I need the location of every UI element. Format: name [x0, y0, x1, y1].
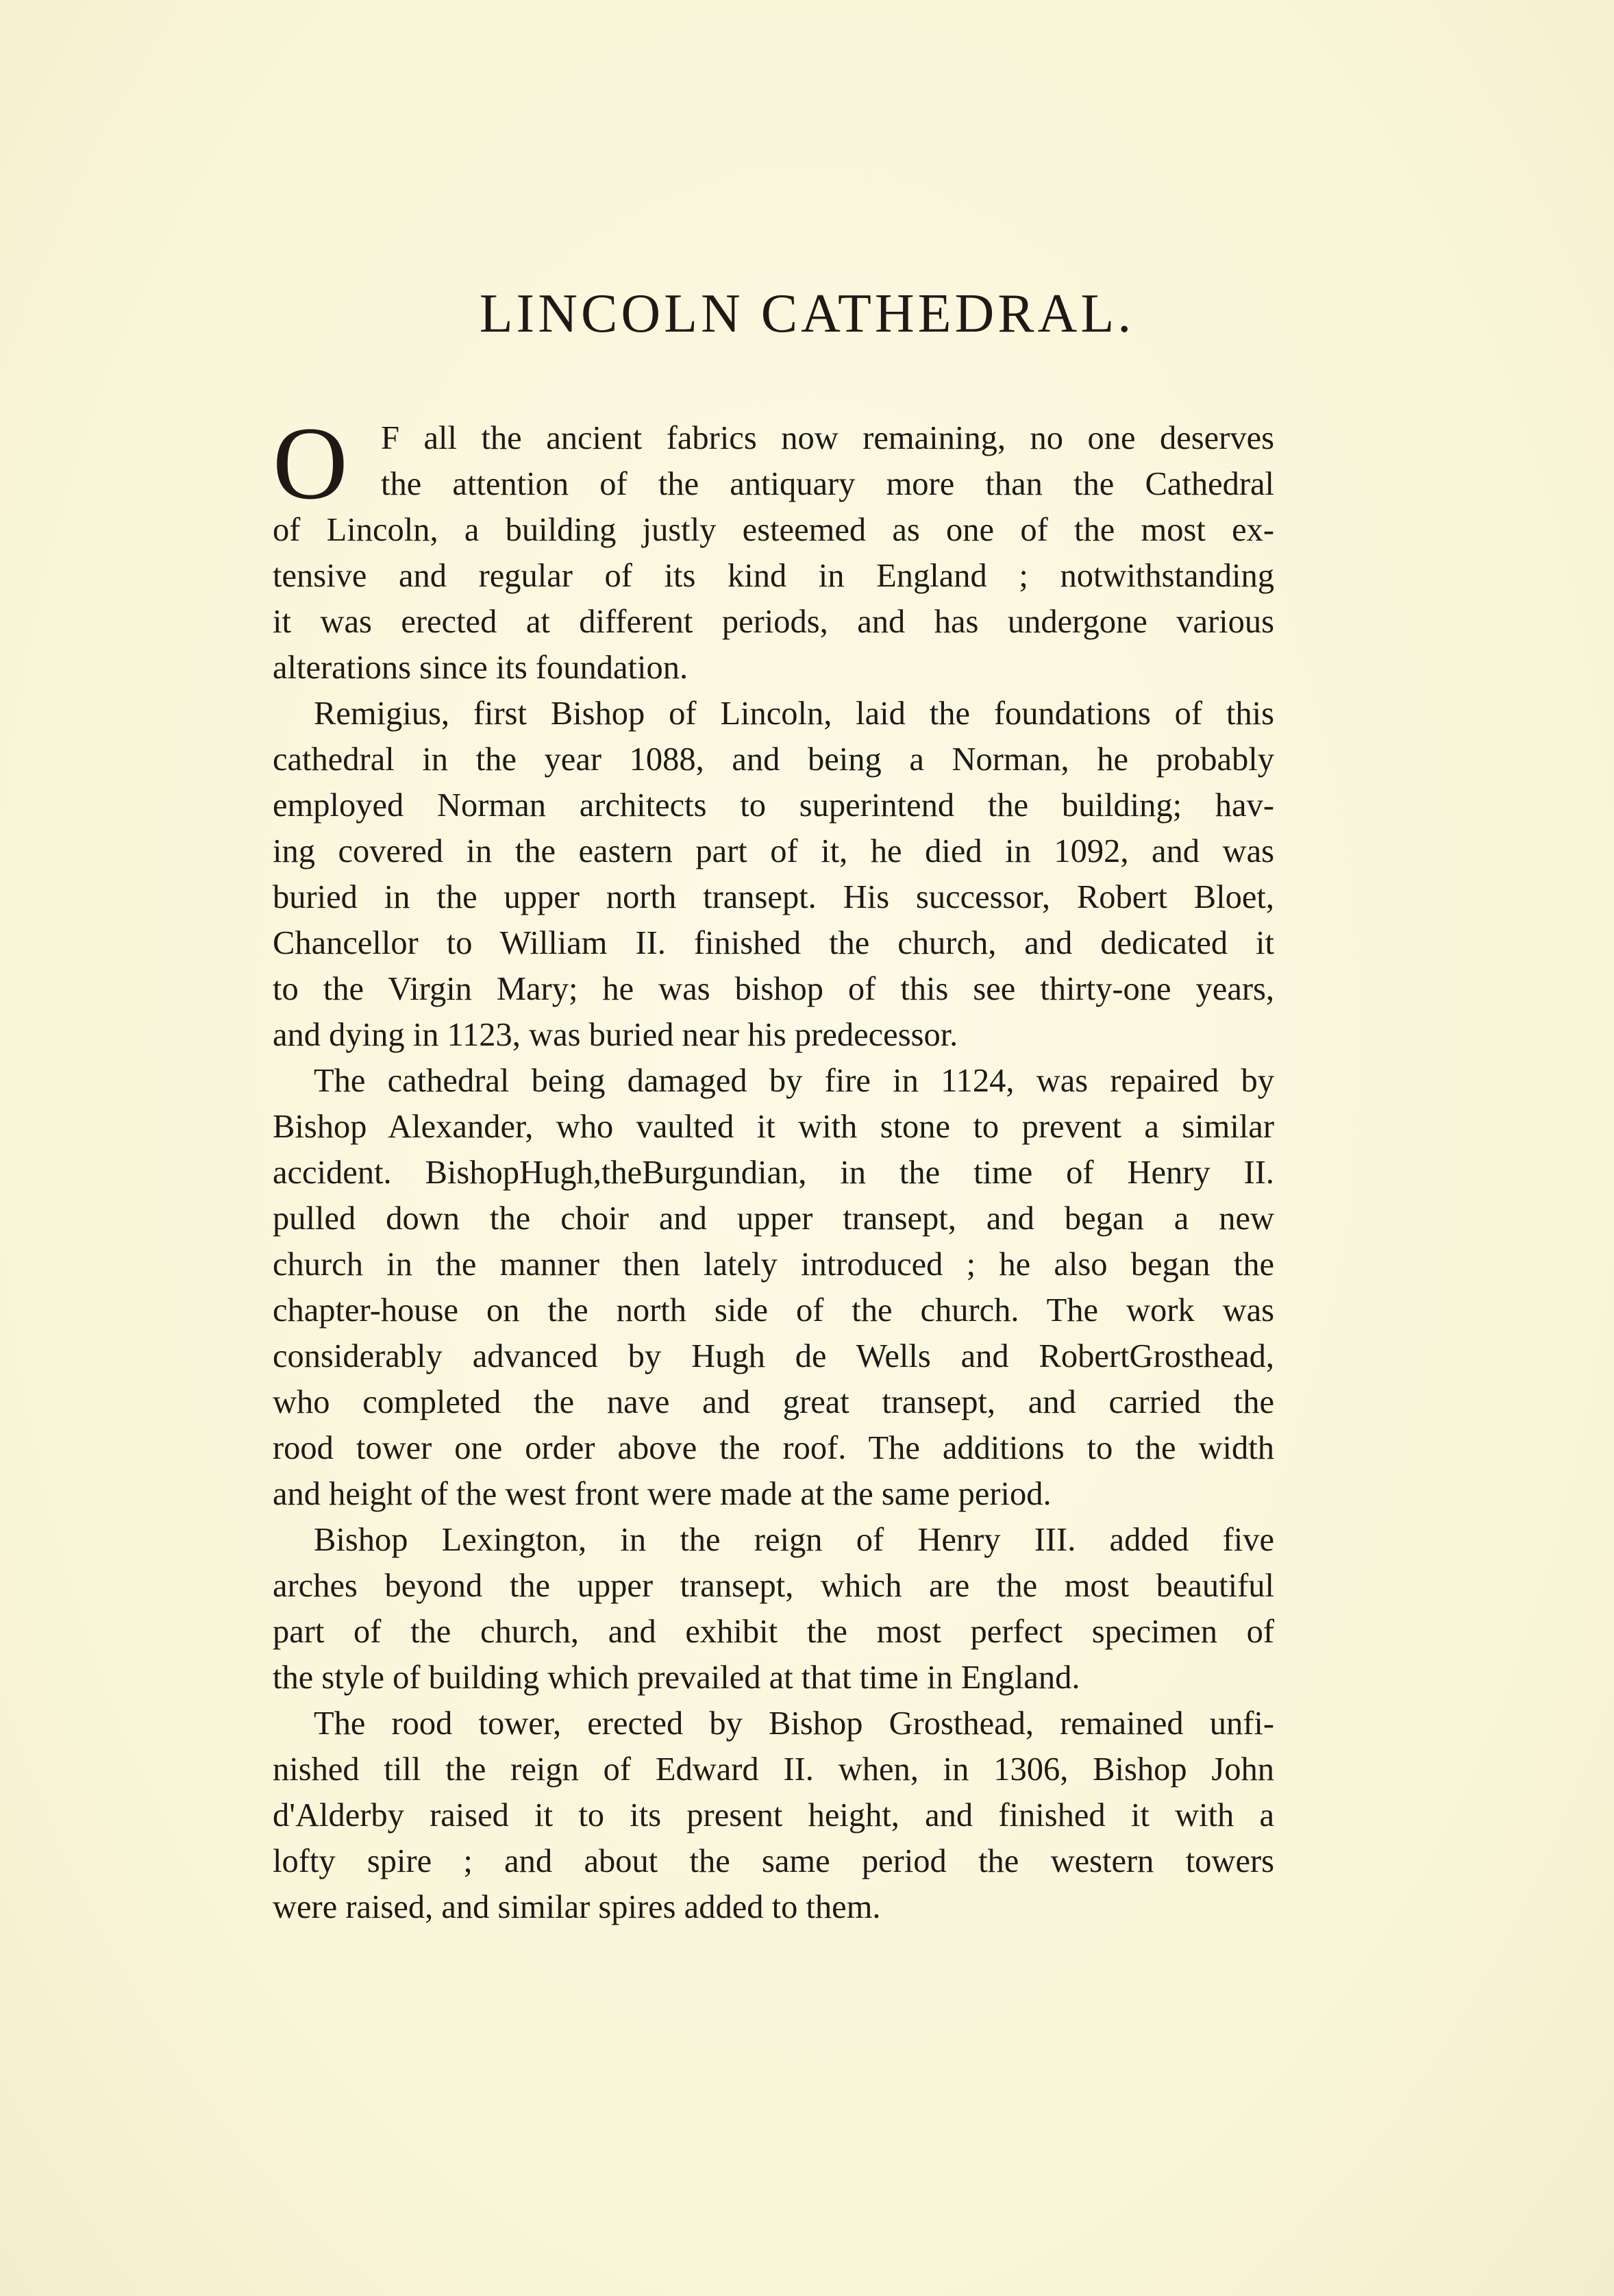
- text-line: d'Alderby raised it to its present height, and finished it with a: [273, 1797, 1274, 1834]
- paragraph-2: [273, 691, 1274, 1058]
- text-line: were raised, and similar spires added to them.: [273, 1889, 881, 1925]
- paragraph-1: [273, 406, 1274, 691]
- text-line: The rood tower, erected by Bishop Grosthead, remained unfi-: [314, 1705, 1274, 1742]
- text-line: chapter-house on the north side of the church. The work was: [273, 1292, 1274, 1329]
- text-line: alterations since its foundation.: [273, 650, 688, 686]
- drop-cap: O: [273, 406, 348, 521]
- text-line: considerably advanced by Hugh de Wells and RobertGrosthead,: [273, 1338, 1274, 1374]
- text-line: church in the manner then lately introduced ; he also began the: [273, 1246, 1274, 1283]
- text-line: arches beyond the upper transept, which are the most beautiful: [273, 1568, 1274, 1604]
- text-line: it was erected at different periods, and has undergone various: [273, 604, 1274, 640]
- text-line: ing covered in the eastern part of it, he died in 1092, and was: [273, 833, 1274, 869]
- text-line: to the Virgin Mary; he was bishop of this see thirty-one years,: [273, 971, 1274, 1007]
- article-body: [273, 406, 1274, 1930]
- paragraph-4: [273, 1517, 1274, 1701]
- text-line: Chancellor to William II. finished the church, and dedicated it: [273, 925, 1274, 961]
- text-line: pulled down the choir and upper transept, and began a new: [273, 1200, 1274, 1237]
- page-title: LINCOLN CATHEDRAL.: [479, 284, 1135, 344]
- text-line: employed Norman architects to superintend the building; hav-: [273, 787, 1274, 824]
- text-line: Bishop Alexander, who vaulted it with stone to prevent a similar: [273, 1109, 1274, 1145]
- text-line: of Lincoln, a building justly esteemed as one of the most ex-: [273, 512, 1274, 548]
- text-line: tensive and regular of its kind in England ; notwithstanding: [273, 558, 1274, 594]
- text-line: and dying in 1123, was buried near his predecessor.: [273, 1017, 958, 1053]
- text-line: F all the ancient fabrics now remaining, no one deserves: [381, 420, 1274, 456]
- text-line: nished till the reign of Edward II. when, in 1306, Bishop John: [273, 1751, 1274, 1788]
- text-line: Remigius, first Bishop of Lincoln, laid the foundations of this: [314, 695, 1274, 732]
- text-line: part of the church, and exhibit the most perfect specimen of: [273, 1614, 1274, 1650]
- text-line: and height of the west front were made at the same period.: [273, 1476, 1052, 1512]
- text-line: who completed the nave and great transept, and carried the: [273, 1384, 1274, 1420]
- text-line: the attention of the antiquary more than the Cathedral: [381, 466, 1274, 502]
- text-line: rood tower one order above the roof. The additions to the width: [273, 1430, 1274, 1466]
- text-line: The cathedral being damaged by fire in 1124, was repaired by: [314, 1063, 1274, 1099]
- text-line: Bishop Lexington, in the reign of Henry III. added five: [314, 1522, 1274, 1558]
- text-line: cathedral in the year 1088, and being a Norman, he probably: [273, 741, 1274, 778]
- text-line: lofty spire ; and about the same period the western towers: [273, 1843, 1274, 1879]
- paragraph-3: [273, 1058, 1274, 1517]
- text-line: the style of building which prevailed at that time in England.: [273, 1659, 1080, 1696]
- paragraph-5: [273, 1701, 1274, 1930]
- text-line: buried in the upper north transept. His successor, Robert Bloet,: [273, 879, 1274, 915]
- text-line: accident. BishopHugh,theBurgundian, in the time of Henry II.: [273, 1155, 1274, 1191]
